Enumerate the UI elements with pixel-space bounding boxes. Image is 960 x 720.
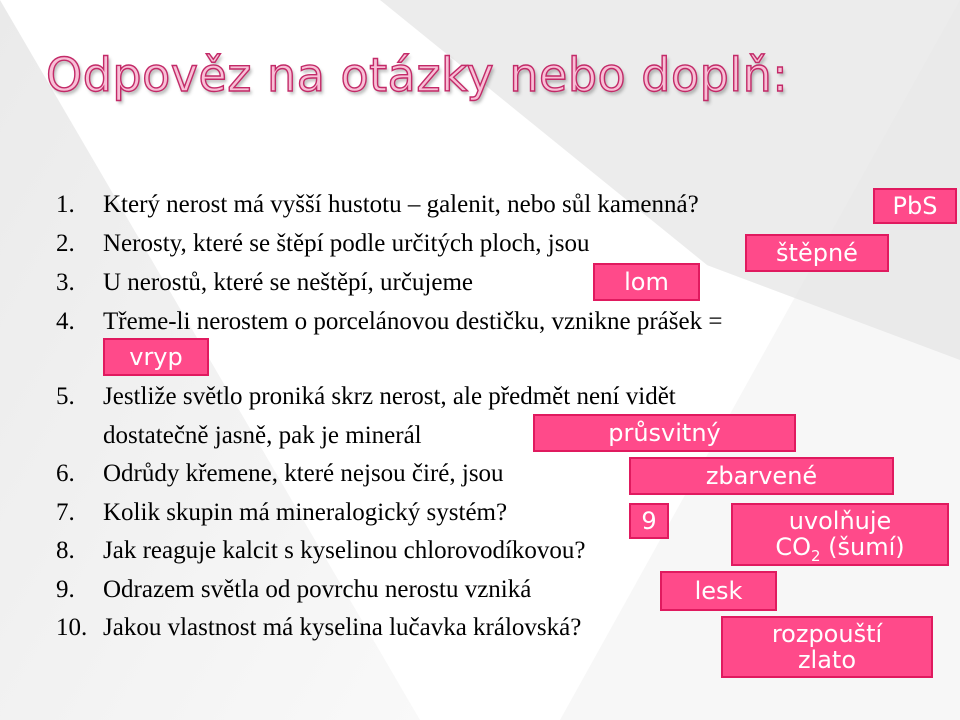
question-text: Nerosty, které se štěpí podle určitých ploch, jsou (103, 230, 590, 257)
answer-8-box[interactable] (731, 503, 949, 566)
answer-9-box[interactable]: lesk (660, 571, 777, 611)
question-text: Odrůdy křemene, které nejsou čiré, jsou (103, 460, 504, 487)
question-5 (56, 382, 676, 412)
question-8 (56, 536, 586, 566)
question-number: 8. (56, 537, 75, 564)
question-text: Třeme-li nerostem o porcelánovou destičku, vznikne prášek = (103, 308, 723, 335)
question-9 (56, 575, 531, 605)
answer-2-box[interactable]: štěpné (745, 234, 889, 272)
question-number: 9. (56, 576, 75, 603)
answer-10-line2: zlato (797, 646, 857, 674)
question-text: Jak reaguje kalcit s kyselinou chlorovodíkovou? (103, 537, 586, 564)
question-number: 6. (56, 460, 75, 487)
question-number: 1. (56, 191, 75, 218)
answer-6-box[interactable]: zbarvené (629, 457, 894, 495)
question-text: Odrazem světla od povrchu nerostu vzniká (103, 576, 532, 603)
question-text: Kolik skupin má mineralogický systém? (103, 499, 508, 526)
question-6 (56, 459, 504, 489)
page-title: Odpověz na otázky nebo doplň: (46, 48, 789, 102)
answer-1-box[interactable]: PbS (873, 188, 957, 224)
answer-8-line1: uvolňuje (788, 507, 892, 535)
question-number: 2. (56, 230, 75, 257)
question-2 (56, 229, 589, 259)
question-number: 7. (56, 499, 75, 526)
answer-4-box[interactable]: vryp (103, 338, 209, 376)
answer-3-box[interactable]: lom (593, 263, 700, 301)
question-number: 4. (56, 308, 75, 335)
answer-8-line2: $CO_2$ (šumí) (775, 533, 905, 565)
question-text: U nerostů, které se neštěpí, určujeme (103, 269, 474, 296)
question-text: Který nerost má vyšší hustotu – galenit, nebo sůl kamenná? (103, 191, 699, 218)
question-7 (56, 498, 507, 528)
question-text: Jakou vlastnost má kyselina lučavka královská? (103, 614, 582, 641)
question-1 (56, 190, 699, 220)
question-number: 10. (56, 614, 88, 641)
question-number: 3. (56, 269, 75, 296)
answer-7-box[interactable]: 9 (629, 503, 669, 539)
question-number: 5. (56, 383, 75, 410)
question-4 (56, 307, 722, 337)
answer-10-box[interactable] (721, 616, 933, 678)
question-text: Jestliže světlo proniká skrz nerost, ale předmět není vidět (103, 383, 676, 410)
answer-5-box[interactable]: průsvitný (533, 414, 796, 452)
question-10 (56, 613, 581, 643)
answer-10-line1: rozpouští (771, 620, 883, 648)
question-5-continuation: dostatečně jasně, pak je minerál (103, 422, 422, 449)
question-3 (56, 268, 473, 298)
